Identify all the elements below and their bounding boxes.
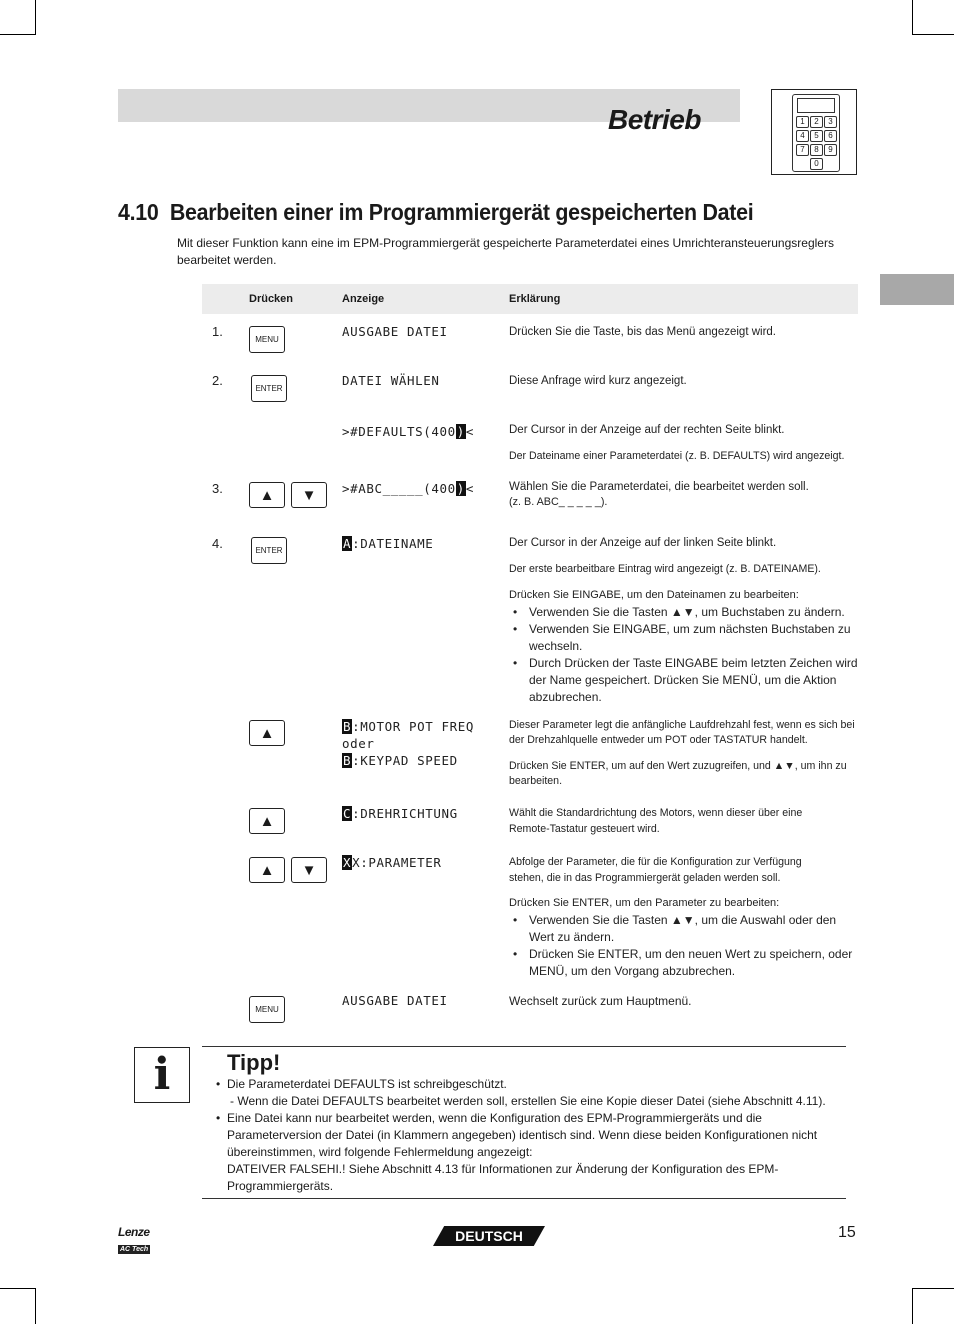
col-header-explain: Erklärung [509,293,561,305]
down-arrow-icon: ▼ [301,861,317,879]
explanation: Abfolge der Parameter, die für die Konfiguration zur Verfügung stehen, die in das Programmiergerät geladen werden soll. [509,856,802,884]
display-text-part: :DREHRICHTUNG [352,806,458,821]
bullet-item: • Durch Drücken der Taste EINGABE beim letzten Zeichen wird der Name gespeichert. Drücken Sie MENÜ, um die Aktion abzubrechen. [509,655,859,706]
cursor-highlight: ) [456,481,465,496]
crop-mark [0,1288,35,1289]
crop-mark [35,0,36,35]
display-text [342,718,474,769]
logo-bottom: AC Tech [120,1246,149,1253]
explanation: Dieser Parameter legt die anfängliche Laufdrehzahl fest, wenn es sich bei der Drehzahlquelle entweder um POT oder TASTATUR handelt. [509,719,855,746]
key-5: 5 [810,130,823,142]
explanation [509,759,849,789]
up-arrow-icon: ▲ [670,913,683,927]
display-text: DATEI WÄHLEN [342,373,440,388]
bullet-item [509,912,859,946]
tip-text: - Wenn die Datei DEFAULTS bearbeitet werden soll, erstellen Sie eine Kopie dieser Datei (siehe Abschnitt 4.11). [230,1094,826,1108]
language-badge: DEUTSCH [455,1228,523,1244]
explanation-line: Drücken Sie EINGABE, um den Dateinamen zu bearbeiten: [509,589,799,601]
menu-button: MENU [249,996,285,1023]
info-icon [134,1047,190,1103]
display-text [342,424,474,439]
explanation: Der erste bearbeitbare Eintrag wird angezeigt (z. B. DATEINAME). [509,563,821,575]
up-arrow-button [249,482,285,508]
tip-content [212,1076,852,1195]
logo-top: Lenze [118,1225,150,1239]
tip-top-rule [202,1046,846,1047]
keypad-icon [771,89,857,175]
display-text-part: :DATEINAME [352,536,434,551]
crop-mark [35,1288,36,1324]
tip-text: • Die Parameterdatei DEFAULTS ist schreibgeschützt. [227,1077,507,1091]
explanation: Wechselt zurück zum Hauptmenü. [509,994,692,1008]
display-line [342,752,474,769]
step-number: 4. [212,536,223,551]
up-arrow-icon: ▲ [670,605,683,619]
bullet-item: • Verwenden Sie EINGABE, um zum nächsten Buchstaben zu wechseln. [509,621,859,655]
bullet-text: , um Buchstaben zu ändern. [694,605,845,619]
key-0: 0 [810,158,823,170]
display-text-part: >#DEFAULTS(400 [342,424,456,439]
enter-button: ENTER [251,375,287,402]
down-arrow-icon: ▼ [682,913,695,927]
display-line [342,718,474,735]
display-text-part: < [465,424,475,439]
crop-mark [0,34,35,35]
display-text-part: :MOTOR POT FREQ [352,719,475,734]
up-arrow-icon: ▲ [259,861,275,879]
explanation: Der Dateiname einer Parameterdatei (z. B. DEFAULTS) wird angezeigt. [509,450,845,462]
crop-mark [912,34,954,35]
keypad-screen [797,98,835,113]
bullet-item: • Drücken Sie ENTER, um den neuen Wert zu speichern, oder MENÜ, um den Vorgang abzubrechen. [509,946,859,980]
explanation-text: Drücken Sie ENTER, um auf den Wert zuzugreifen, und [509,760,774,772]
explanation: Diese Anfrage wird kurz angezeigt. [509,375,687,387]
display-text-part: X:PARAMETER [352,855,442,870]
bullet-text: Verwenden Sie die Tasten [529,605,671,619]
display-text: AUSGABE DATEI [342,324,448,339]
display-text [342,536,433,551]
explanation-line: Drücken Sie ENTER, um den Parameter zu bearbeiten: [509,897,780,909]
explanation: Der Cursor in der Anzeige auf der rechten Seite blinkt. [509,424,785,436]
up-arrow-icon: ▲ [259,724,275,742]
tip-bullet [212,1110,852,1195]
display-line: oder [342,736,375,751]
explanation: Der Cursor in der Anzeige auf der linken Seite blinkt. [509,537,777,549]
bullet-text: Verwenden Sie die Tasten [529,913,671,927]
menu-button: MENU [249,326,285,353]
cursor-highlight: X [343,855,352,870]
explanation: Drücken Sie die Taste, bis das Menü angezeigt wird. [509,326,776,338]
down-arrow-button [291,482,327,508]
crop-mark [912,1288,954,1289]
tip-title: Tipp! [227,1050,281,1075]
display-text-part: >#ABC_____(400 [342,481,456,496]
info-icon-glyph: i [153,1049,171,1100]
explanation [509,587,859,706]
enter-button: ENTER [251,537,287,564]
tip-text: • Eine Datei kann nur bearbeitet werden, wenn die Konfiguration des EPM-Programmiergeräts und die Parameterversion der Datei (in Klammern angegeben) identisch sind. Wenn diese beiden Konfigurationen nicht übereinstimmen, wird folgende Fehlermeldung angezeigt: [227,1111,818,1159]
display-text-part: :KEYPAD SPEED [352,753,458,768]
display-text [342,806,458,821]
keypad-device [792,94,840,172]
cursor-highlight: ) [456,424,465,439]
page-heading: 4.10 Bearbeiten einer im Programmiergerät gespeicherten Datei [118,199,754,225]
up-arrow-button [249,808,285,834]
explanation: Wählt die Standardrichtung des Motors, wenn dieser über eine Remote-Tastatur gesteuert wird. [509,807,803,835]
explanation-line: Wählen Sie die Parameterdatei, die bearbeitet werden soll. [509,481,809,493]
down-arrow-icon: ▼ [682,605,695,619]
side-tab [880,274,954,305]
cursor-highlight: B [343,719,352,734]
tip-bullet [212,1076,852,1110]
explanation-text: , um ihn zu bearbeiten. [509,760,847,787]
down-arrow-icon: ▼ [784,760,795,772]
up-arrow-icon: ▲ [773,760,785,772]
bullet-item [509,604,859,621]
down-arrow-icon: ▼ [301,486,317,504]
lenze-logo [118,1226,158,1256]
col-header-display: Anzeige [342,293,385,305]
step-number: 3. [212,481,223,496]
display-text [342,855,442,870]
crop-mark [912,1288,913,1324]
explanation-line: (z. B. ABC_ _ _ _ _). [509,496,608,508]
up-arrow-icon: ▲ [259,486,275,504]
bullet-text: , um die Auswahl oder den Wert zu ändern. [529,913,837,944]
key-1: 1 [796,116,809,128]
tip-text: DATEIVER FALSEHI.! Siehe Abschnitt 4.13 für Informationen zur Änderung der Konfiguration des EPM-Programmiergeräts. [227,1162,779,1193]
crop-mark [912,0,913,35]
col-header-press: Drücken [249,293,294,305]
section-title: Betrieb [608,104,701,135]
cursor-highlight: C [343,806,352,821]
up-arrow-button [249,857,285,883]
display-text [342,481,474,496]
key-6: 6 [824,130,837,142]
display-text-part: < [465,481,475,496]
key-3: 3 [824,116,837,128]
up-arrow-button [249,720,285,746]
cursor-highlight: B [343,753,352,768]
key-8: 8 [810,144,823,156]
key-2: 2 [810,116,823,128]
step-number: 2. [212,373,223,388]
cursor-highlight: A [343,536,352,551]
explanation [509,480,857,510]
display-text: AUSGABE DATEI [342,993,448,1008]
key-9: 9 [824,144,837,156]
tip-bottom-rule [202,1198,846,1199]
explanation [509,895,859,980]
key-7: 7 [796,144,809,156]
page-number: 15 [838,1224,856,1241]
up-arrow-icon: ▲ [259,812,275,830]
down-arrow-button [291,857,327,883]
intro-text: Mit dieser Funktion kann eine im EPM-Programmiergerät gespeicherte Parameterdatei eines Umrichteransteuerungsreglers bearbeitet werden. [177,236,834,267]
key-4: 4 [796,130,809,142]
step-number: 1. [212,324,223,339]
